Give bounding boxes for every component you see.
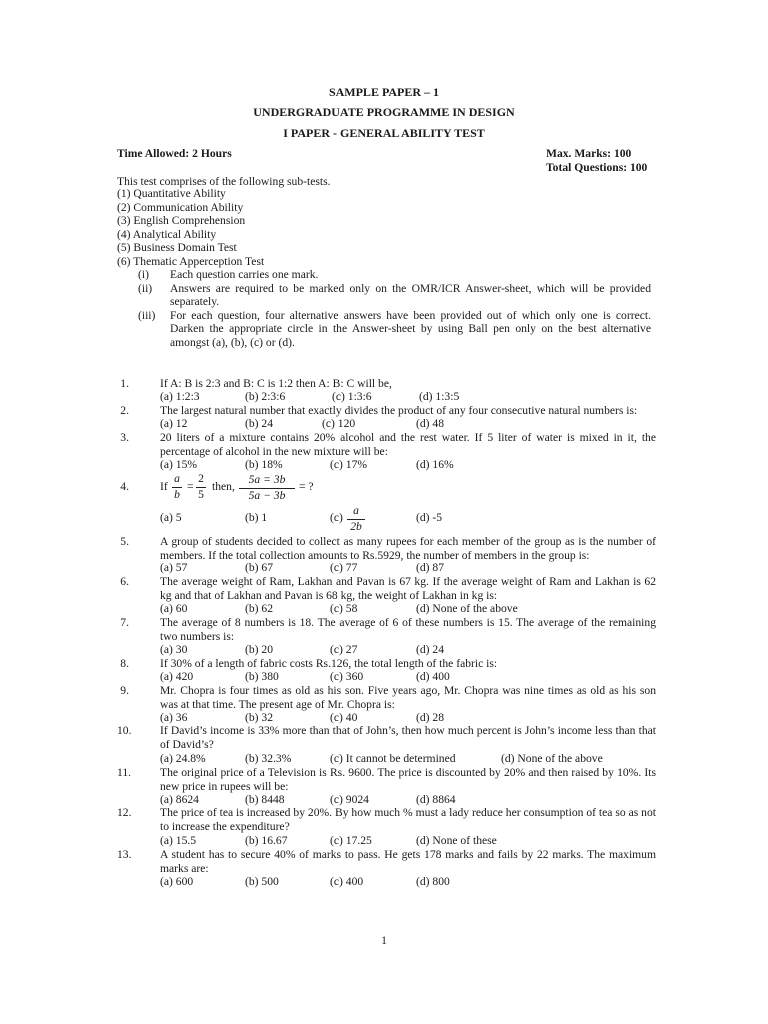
option-b: (b) 2:3:6 [245,390,286,403]
programme-title: UNDERGRADUATE PROGRAMME IN DESIGN [253,105,515,119]
option-a: (a) 30 [160,643,188,656]
fraction-numerator: 5a = 3b [248,473,286,486]
total-questions: Total Questions: 100 [546,161,648,174]
rule-text: Answers are required to be marked only on the OMR/ICR Answer-sheet, which will be provided [170,282,651,295]
option-a: (a) 36 [160,711,188,724]
fraction-denominator: 5a − 3b [248,489,286,502]
rule-text: Darken the appropriate circle in the Answer-sheet by using Ball pen only on the best alternative [170,322,651,335]
question-then: then, [212,480,235,493]
option-c: (c) 120 [322,417,356,430]
option-d: (d) 24 [416,643,445,656]
option-b: (b) 32.3% [245,752,292,765]
option-b: (b) 500 [245,875,279,888]
question-text: A student has to secure 40% of marks to pass. He gets 178 marks and fails by 22 marks. The maximum marks are: [160,848,656,875]
option-a: (a) 1:2:3 [160,390,200,403]
option-d: (d) 28 [416,711,445,724]
question-number: 9. [120,684,129,697]
option-d: (d) 87 [416,561,445,574]
option-a: (a) 600 [160,875,194,888]
option-c: (c) 360 [330,670,364,683]
question-number: 11. [117,766,132,779]
question-text: If David’s income is 33% more than that of John’s, then how much percent is John’s income less than that of David’s? [160,724,656,751]
rule-text: amongst (a), (b), (c) or (d). [170,336,295,349]
option-b: (b) 16.67 [245,834,288,847]
question-number: 5. [120,535,129,548]
option-c: (c) 9024 [330,793,369,806]
time-allowed: Time Allowed: 2 Hours [117,147,232,160]
fraction-numerator: a [174,472,180,485]
question-number: 1. [120,377,129,390]
option-d: (d) 1:3:5 [419,390,460,403]
question-number: 6. [120,575,129,588]
question-text: If 30% of a length of fabric costs Rs.126, the total length of the fabric is: [160,657,498,670]
option-d: (d) 800 [416,875,450,888]
question-text: Mr. Chopra is four times as old as his son. Five years ago, Mr. Chopra was nine times as old as his son was at that time. The present age of Mr. Chopra is: [160,684,656,711]
question-text: A group of students decided to collect as many rupees for each member of the group as is the number of members. If the total collection amounts to Rs.5929, the number of members in the group is: [160,535,656,562]
option-b: (b) 67 [245,561,274,574]
option-b: (b) 62 [245,602,274,615]
option-b: (b) 380 [245,670,279,683]
question-text: The average weight of Ram, Lakhan and Pavan is 67 kg. If the average weight of Ram and Lakhan is 62 kg and that of Lakhan and Pavan is 68 kg, the weight of Lakhan in kg is: [160,575,656,602]
rule-text: separately. [170,295,220,308]
rule-text: For each question, four alternative answers have been provided out of which only one is correct. [170,309,651,322]
subtest-item: (3) English Comprehension [117,214,246,227]
question-if: If [160,480,168,493]
option-d: (d) None of these [416,834,497,847]
subtest-item: (6) Thematic Apperception Test [117,255,265,268]
rule-number: (ii) [138,282,153,295]
option-b: (b) 8448 [245,793,285,806]
question-number: 3. [120,431,129,444]
option-d: (d) 400 [416,670,450,683]
option-d: (d) 48 [416,417,445,430]
option-a: (a) 8624 [160,793,199,806]
option-d: (d) -5 [416,511,443,524]
question-number: 2. [120,404,129,417]
option-c: (c) 40 [330,711,358,724]
option-b: (b) 1 [245,511,268,524]
question-text: 20 liters of a mixture contains 20% alcohol and the rest water. If 5 liter of water is mixed in it, the percentage of alcohol in the new mixture will be: [160,431,656,458]
rule-number: (i) [138,268,149,281]
option-c: (c) It cannot be determined [330,752,456,765]
question-text: If A: B is 2:3 and B: C is 1:2 then A: B: C will be, [160,377,392,390]
option-c: (c) [330,511,343,524]
option-c: (c) 1:3:6 [332,390,372,403]
question-number: 10. [117,724,132,737]
subtest-item: (1) Quantitative Ability [117,187,226,200]
subtest-item: (2) Communication Ability [117,201,244,214]
page-number: 1 [381,934,387,947]
option-c-numerator: a [353,504,359,517]
option-a: (a) 60 [160,602,188,615]
option-a: (a) 5 [160,511,182,524]
option-c: (c) 17% [330,458,368,471]
option-c-denominator: 2b [350,520,362,533]
option-a: (a) 57 [160,561,188,574]
question-text: The original price of a Television is Rs. 9600. The price is discounted by 20% and then raised by 10%. Its new price in rupees will be: [160,766,656,793]
option-c: (c) 400 [330,875,364,888]
fraction-denominator: 5 [198,488,204,501]
option-b: (b) 18% [245,458,283,471]
option-d: (d) 16% [416,458,454,471]
question-number: 7. [120,616,129,629]
option-c: (c) 17.25 [330,834,372,847]
option-a: (a) 24.8% [160,752,206,765]
subtest-item: (4) Analytical Ability [117,228,217,241]
rule-number: (iii) [138,309,156,322]
fraction-numerator: 2 [198,472,204,485]
subtest-item: (5) Business Domain Test [117,241,237,254]
option-b: (b) 32 [245,711,274,724]
question-number: 4. [120,480,129,493]
question-text: The price of tea is increased by 20%. By how much % must a lady reduce her consumption of tea so as not to increase the expenditure? [160,806,656,833]
equals-question: = ? [299,480,314,493]
option-a: (a) 12 [160,417,188,430]
option-b: (b) 24 [245,417,274,430]
option-d: (d) 8864 [416,793,456,806]
question-number: 8. [120,657,129,670]
equals-sign: = [187,480,194,493]
option-a: (a) 420 [160,670,194,683]
question-text: The average of 8 numbers is 18. The average of 6 of these numbers is 15. The average of the remaining two numbers is: [160,616,656,643]
paper-title: SAMPLE PAPER – 1 [328,85,440,99]
question-text: The largest natural number that exactly divides the product of any four consecutive natural numbers is: [160,404,638,417]
option-b: (b) 20 [245,643,274,656]
question-number: 13. [117,848,132,861]
option-a: (a) 15.5 [160,834,197,847]
question-number: 12. [117,806,132,819]
rule-text: Each question carries one mark. [170,268,319,281]
max-marks: Max. Marks: 100 [546,147,632,160]
option-c: (c) 27 [330,643,358,656]
option-d: (d) None of the above [416,602,518,615]
paper-subtitle: I PAPER - GENERAL ABILITY TEST [283,126,485,140]
option-c: (c) 58 [330,602,358,615]
option-a: (a) 15% [160,458,198,471]
fraction-denominator: b [174,488,180,501]
intro-lead: This test comprises of the following sub-tests. [117,175,331,188]
option-c: (c) 77 [330,561,358,574]
option-d: (d) None of the above [501,752,603,765]
